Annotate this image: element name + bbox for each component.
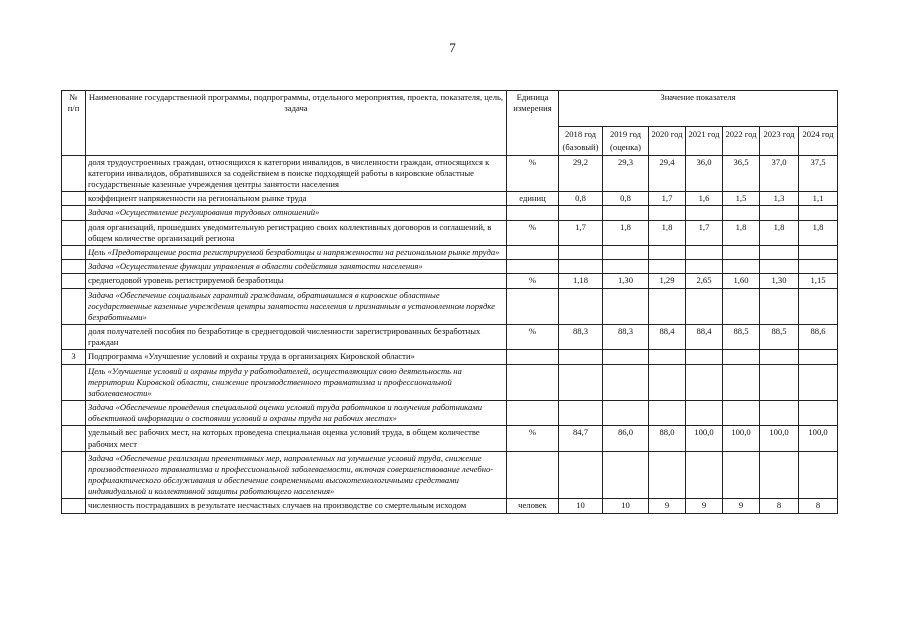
row-value: 37,5 <box>799 155 838 192</box>
row-value <box>760 260 799 274</box>
header-year: 2021 год <box>686 127 723 156</box>
row-value <box>686 288 723 325</box>
row-value <box>799 401 838 426</box>
row-value <box>649 401 686 426</box>
table-row <box>62 288 838 325</box>
row-number <box>62 364 86 401</box>
row-value <box>559 364 603 401</box>
row-goal-task: Задача «Осуществление функции управления в области содействия занятости населения» <box>86 260 507 274</box>
row-value: 1,7 <box>686 220 723 245</box>
row-value <box>649 206 686 220</box>
row-unit: % <box>507 220 559 245</box>
row-value <box>603 350 649 364</box>
row-number <box>62 426 86 451</box>
row-value: 1,8 <box>649 220 686 245</box>
row-value: 8 <box>799 499 838 513</box>
row-value <box>603 260 649 274</box>
row-value: 100,0 <box>686 426 723 451</box>
row-value: 1,18 <box>559 274 603 288</box>
row-value <box>559 350 603 364</box>
row-value <box>603 401 649 426</box>
header-year: 2022 год <box>723 127 760 156</box>
row-value <box>723 288 760 325</box>
row-value <box>799 350 838 364</box>
row-value: 29,3 <box>603 155 649 192</box>
row-unit <box>507 401 559 426</box>
row-value <box>799 288 838 325</box>
table-row <box>62 325 838 350</box>
row-value: 1,8 <box>723 220 760 245</box>
row-value <box>760 364 799 401</box>
table-row <box>62 401 838 426</box>
row-value <box>723 350 760 364</box>
row-value: 100,0 <box>799 426 838 451</box>
row-value: 1,6 <box>686 192 723 206</box>
header-year: 2023 год <box>760 127 799 156</box>
row-value: 0,8 <box>603 192 649 206</box>
row-value <box>799 364 838 401</box>
row-goal-task: Задача «Осуществление регулирования трудовых отношений» <box>86 206 507 220</box>
row-value <box>723 364 760 401</box>
row-number <box>62 260 86 274</box>
row-value: 1,1 <box>799 192 838 206</box>
page-number: 7 <box>449 40 456 55</box>
row-value: 1,3 <box>760 192 799 206</box>
row-value <box>649 245 686 259</box>
row-value: 37,0 <box>760 155 799 192</box>
table-row <box>62 260 838 274</box>
table-row <box>62 220 838 245</box>
row-value: 9 <box>649 499 686 513</box>
row-unit: % <box>507 274 559 288</box>
row-goal-task: Цель «Предотвращение роста регистрируемой безработицы и напряженности на региональном рынке труда» <box>86 245 507 259</box>
row-value: 88,4 <box>649 325 686 350</box>
row-value <box>686 364 723 401</box>
row-value <box>799 206 838 220</box>
row-value <box>686 206 723 220</box>
row-unit <box>507 288 559 325</box>
header-year: 2018 год (базовый) <box>559 127 603 156</box>
row-value <box>649 364 686 401</box>
row-unit <box>507 245 559 259</box>
row-value <box>559 401 603 426</box>
row-unit: % <box>507 426 559 451</box>
row-unit <box>507 260 559 274</box>
row-value <box>649 350 686 364</box>
row-value: 88,3 <box>603 325 649 350</box>
row-value: 1,7 <box>649 192 686 206</box>
row-value <box>686 451 723 499</box>
row-value: 86,0 <box>603 426 649 451</box>
row-value: 1,60 <box>723 274 760 288</box>
row-unit: % <box>507 155 559 192</box>
row-value <box>559 288 603 325</box>
row-number <box>62 206 86 220</box>
row-indicator-name: доля организаций, прошедших уведомительную регистрацию своих коллективных договоров и соглашений, в общем количестве организаций регионa <box>86 220 507 245</box>
header-year: 2019 год (оценка) <box>603 127 649 156</box>
row-value: 84,7 <box>559 426 603 451</box>
row-value <box>559 206 603 220</box>
row-value: 1,7 <box>559 220 603 245</box>
row-value: 1,5 <box>723 192 760 206</box>
row-value <box>603 364 649 401</box>
row-value <box>559 260 603 274</box>
row-value <box>686 245 723 259</box>
table-row <box>62 499 838 513</box>
row-number <box>62 155 86 192</box>
row-indicator-name: среднегодовой уровень регистрируемой безработицы <box>86 274 507 288</box>
row-value <box>723 401 760 426</box>
row-value: 100,0 <box>723 426 760 451</box>
row-value <box>760 401 799 426</box>
header-year: 2020 год <box>649 127 686 156</box>
header-year: 2024 год <box>799 127 838 156</box>
row-value <box>603 288 649 325</box>
row-value: 1,8 <box>760 220 799 245</box>
row-value <box>686 260 723 274</box>
row-goal-task: Задача «Обеспечение реализации превентивных мер, направленных на улучшение условий труда, снижение производственного травматизма и профессиональной заболеваемости, включая совершенствование лечебно-профилактического обслуживания и обеспечение современными высокотехнологичными средствами индивидуальной и коллективной защиты работающего населения» <box>86 451 507 499</box>
row-value <box>603 451 649 499</box>
row-value: 0,8 <box>559 192 603 206</box>
row-value <box>799 245 838 259</box>
row-value: 88,5 <box>760 325 799 350</box>
table-row <box>62 350 838 364</box>
row-value <box>649 288 686 325</box>
row-indicator-name: доля получателей пособия по безработице в среднегодовой численности зарегистрированных безработных граждан <box>86 325 507 350</box>
row-number <box>62 192 86 206</box>
row-value <box>760 245 799 259</box>
row-value <box>649 451 686 499</box>
row-value <box>649 260 686 274</box>
row-value: 8 <box>760 499 799 513</box>
row-unit <box>507 451 559 499</box>
row-indicator-name: коэффициент напряженности на региональном рынке труда <box>86 192 507 206</box>
header-name: Наименование государственной программы, подпрограммы, отдельного мероприятия, проекта, показателя, цель, задача <box>86 91 507 156</box>
row-value: 36,0 <box>686 155 723 192</box>
row-number <box>62 325 86 350</box>
row-value: 1,30 <box>760 274 799 288</box>
row-number <box>62 274 86 288</box>
row-value: 2,65 <box>686 274 723 288</box>
row-value <box>799 260 838 274</box>
row-indicator-name: численность пострадавших в результате несчастных случаев на производстве со смертельным исходом <box>86 499 507 513</box>
row-value: 36,5 <box>723 155 760 192</box>
table-header <box>62 91 838 156</box>
table-row <box>62 364 838 401</box>
row-value: 88,3 <box>559 325 603 350</box>
row-value <box>603 206 649 220</box>
row-unit <box>507 364 559 401</box>
table-body <box>62 155 838 513</box>
row-number <box>62 401 86 426</box>
row-unit <box>507 206 559 220</box>
row-number: 3 <box>62 350 86 364</box>
row-goal-task: Задача «Обеспечение социальных гарантий гражданам, обратившимся в кировские областные государственные казенные учреждения центры занятости населения и признанным в установленном порядке безработными» <box>86 288 507 325</box>
row-value: 88,6 <box>799 325 838 350</box>
row-value: 29,2 <box>559 155 603 192</box>
row-value <box>760 350 799 364</box>
row-value <box>723 206 760 220</box>
row-value: 10 <box>603 499 649 513</box>
row-goal-task: Задача «Обеспечение проведения специальной оценки условий труда работников и получения работниками объективной информации о состоянии условий и охраны труда на рабочих местах» <box>86 401 507 426</box>
row-value: 9 <box>723 499 760 513</box>
row-value <box>723 451 760 499</box>
table-row <box>62 206 838 220</box>
header-num: № п/п <box>62 91 86 156</box>
table-row <box>62 451 838 499</box>
row-value <box>723 245 760 259</box>
row-value <box>760 451 799 499</box>
row-value <box>723 260 760 274</box>
row-value <box>760 206 799 220</box>
header-value-group: Значение показателя <box>559 91 838 127</box>
row-goal-task: Цель «Улучшение условий и охраны труда у работодателей, осуществляющих свою деятельность на территории Кировской области, снижение производственного травматизма и профессиональной заболеваемости» <box>86 364 507 401</box>
row-value <box>559 451 603 499</box>
indicators-table <box>61 90 838 514</box>
row-value: 88,0 <box>649 426 686 451</box>
row-value: 1,15 <box>799 274 838 288</box>
row-value: 88,5 <box>723 325 760 350</box>
table-row <box>62 155 838 192</box>
row-number <box>62 288 86 325</box>
row-value: 10 <box>559 499 603 513</box>
row-number <box>62 451 86 499</box>
table-row <box>62 274 838 288</box>
row-value: 100,0 <box>760 426 799 451</box>
row-value <box>559 245 603 259</box>
table-row <box>62 245 838 259</box>
row-value <box>760 288 799 325</box>
row-number <box>62 220 86 245</box>
row-value: 1,29 <box>649 274 686 288</box>
row-value <box>603 245 649 259</box>
row-number <box>62 499 86 513</box>
row-unit: % <box>507 325 559 350</box>
row-value: 9 <box>686 499 723 513</box>
table-row <box>62 426 838 451</box>
row-value: 88,4 <box>686 325 723 350</box>
row-unit: единиц <box>507 192 559 206</box>
row-value: 1,8 <box>799 220 838 245</box>
row-indicator-name: доля трудоустроенных граждан, относящихся к категории инвалидов, в численности граждан, относящихся к категории инвалидов, обратившихся за содействием в поиске подходящей работы в кировские областные государственные казенные учреждения центры занятости населения <box>86 155 507 192</box>
header-unit: Единица измерения <box>507 91 559 156</box>
row-unit: человек <box>507 499 559 513</box>
table-row <box>62 192 838 206</box>
row-value: 29,4 <box>649 155 686 192</box>
row-number <box>62 245 86 259</box>
row-value: 1,8 <box>603 220 649 245</box>
row-value <box>686 401 723 426</box>
row-indicator-name: удельный вес рабочих мест, на которых проведена специальная оценка условий труда, в общем количестве рабочих мест <box>86 426 507 451</box>
row-value: 1,30 <box>603 274 649 288</box>
row-value <box>686 350 723 364</box>
row-value <box>799 451 838 499</box>
row-indicator-name: Подпрограмма «Улучшение условий и охраны труда в организациях Кировской области» <box>86 350 507 364</box>
row-unit <box>507 350 559 364</box>
